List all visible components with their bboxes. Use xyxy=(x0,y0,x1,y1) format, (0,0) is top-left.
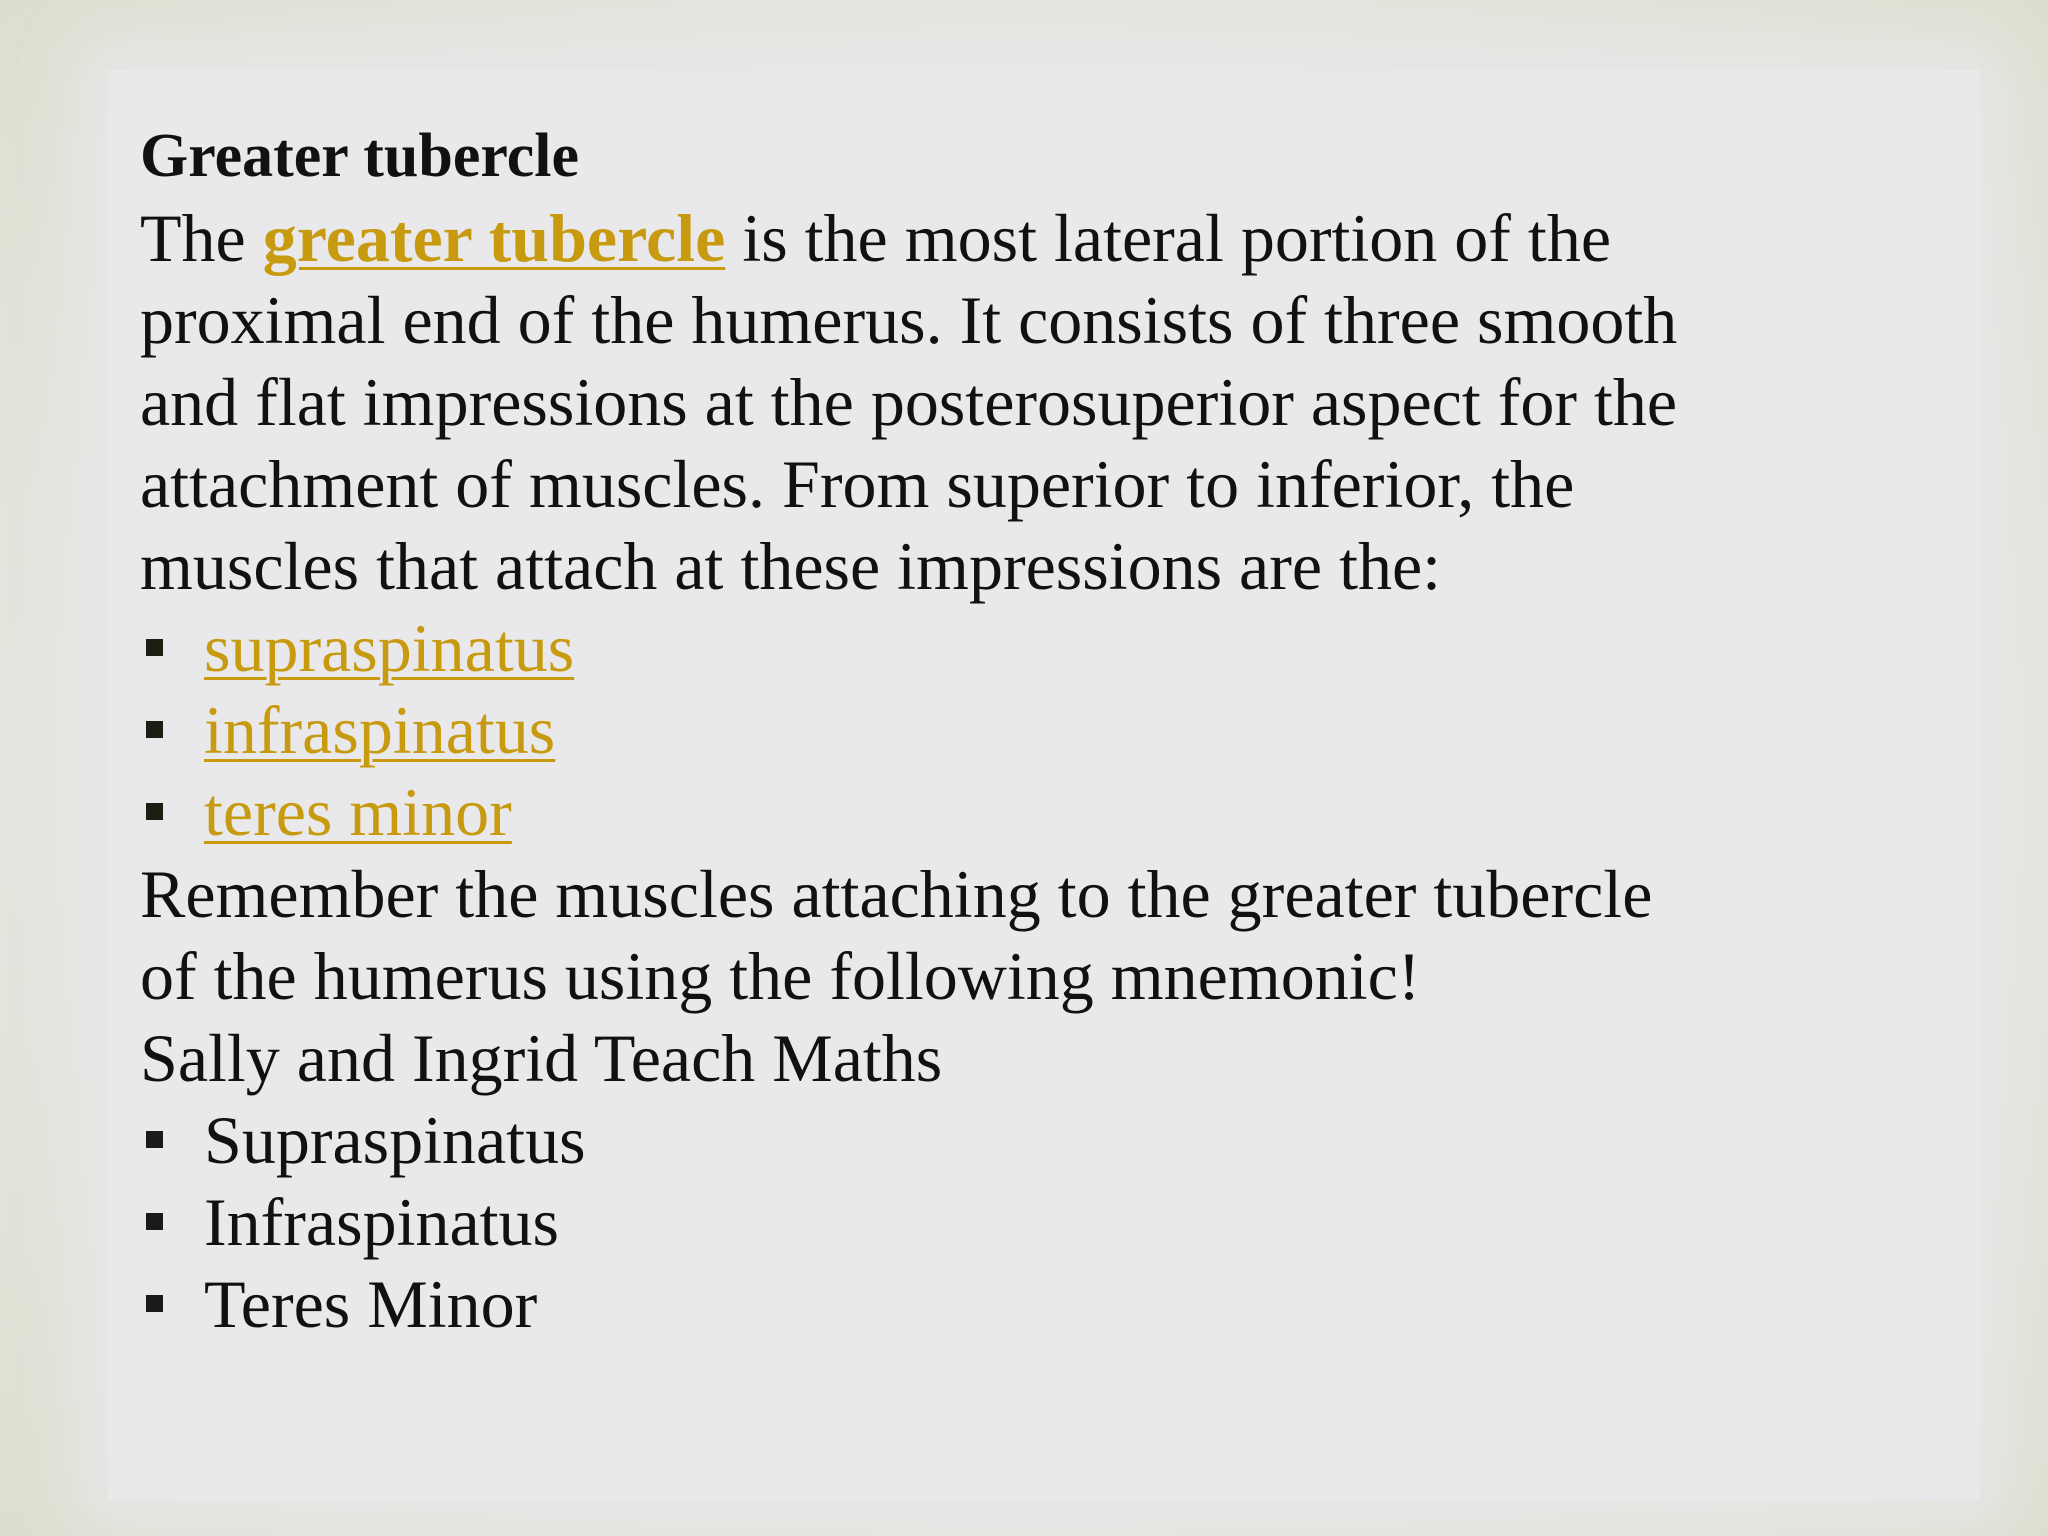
mnemonic-paragraph xyxy=(140,853,1960,1099)
intro-line-1-rest: is the most lateral portion of the xyxy=(725,200,1612,276)
greater-tubercle-link[interactable]: greater tubercle xyxy=(262,200,726,276)
intro-line-1 xyxy=(140,197,1960,279)
mnemonic-item: Supraspinatus xyxy=(204,1102,586,1178)
mnemonic-list xyxy=(140,1099,1960,1345)
list-item xyxy=(140,1263,1960,1345)
intro-prefix: The xyxy=(140,200,263,276)
square-bullet-icon xyxy=(146,1295,163,1312)
list-item xyxy=(140,689,1960,771)
slide-content xyxy=(140,115,1960,1345)
muscle-link-list xyxy=(140,607,1960,853)
square-bullet-icon xyxy=(146,1213,163,1230)
list-item xyxy=(140,1099,1960,1181)
mnemonic-item: Infraspinatus xyxy=(204,1184,560,1260)
teres-minor-link[interactable]: teres minor xyxy=(204,774,512,850)
list-item xyxy=(140,1181,1960,1263)
mnemonic-intro-line-2: of the humerus using the following mnemonic! xyxy=(140,938,1421,1014)
square-bullet-icon xyxy=(146,639,163,656)
intro-line-2: proximal end of the humerus. It consists of three smooth xyxy=(140,282,1678,358)
intro-line-4: attachment of muscles. From superior to inferior, the xyxy=(140,446,1575,522)
list-item xyxy=(140,771,1960,853)
mnemonic-intro-line-1: Remember the muscles attaching to the greater tubercle xyxy=(140,856,1653,932)
infraspinatus-link[interactable]: infraspinatus xyxy=(204,692,556,768)
mnemonic-phrase: Sally and Ingrid Teach Maths xyxy=(140,1020,943,1096)
slide-heading: Greater tubercle xyxy=(140,122,579,190)
intro-paragraph xyxy=(140,197,1960,607)
supraspinatus-link[interactable]: supraspinatus xyxy=(204,610,575,686)
intro-line-3: and flat impressions at the posterosuperior aspect for the xyxy=(140,364,1678,440)
square-bullet-icon xyxy=(146,721,163,738)
square-bullet-icon xyxy=(146,803,163,820)
mnemonic-item: Teres Minor xyxy=(204,1266,538,1342)
square-bullet-icon xyxy=(146,1131,163,1148)
intro-line-5: muscles that attach at these impressions are the: xyxy=(140,528,1442,604)
list-item xyxy=(140,607,1960,689)
